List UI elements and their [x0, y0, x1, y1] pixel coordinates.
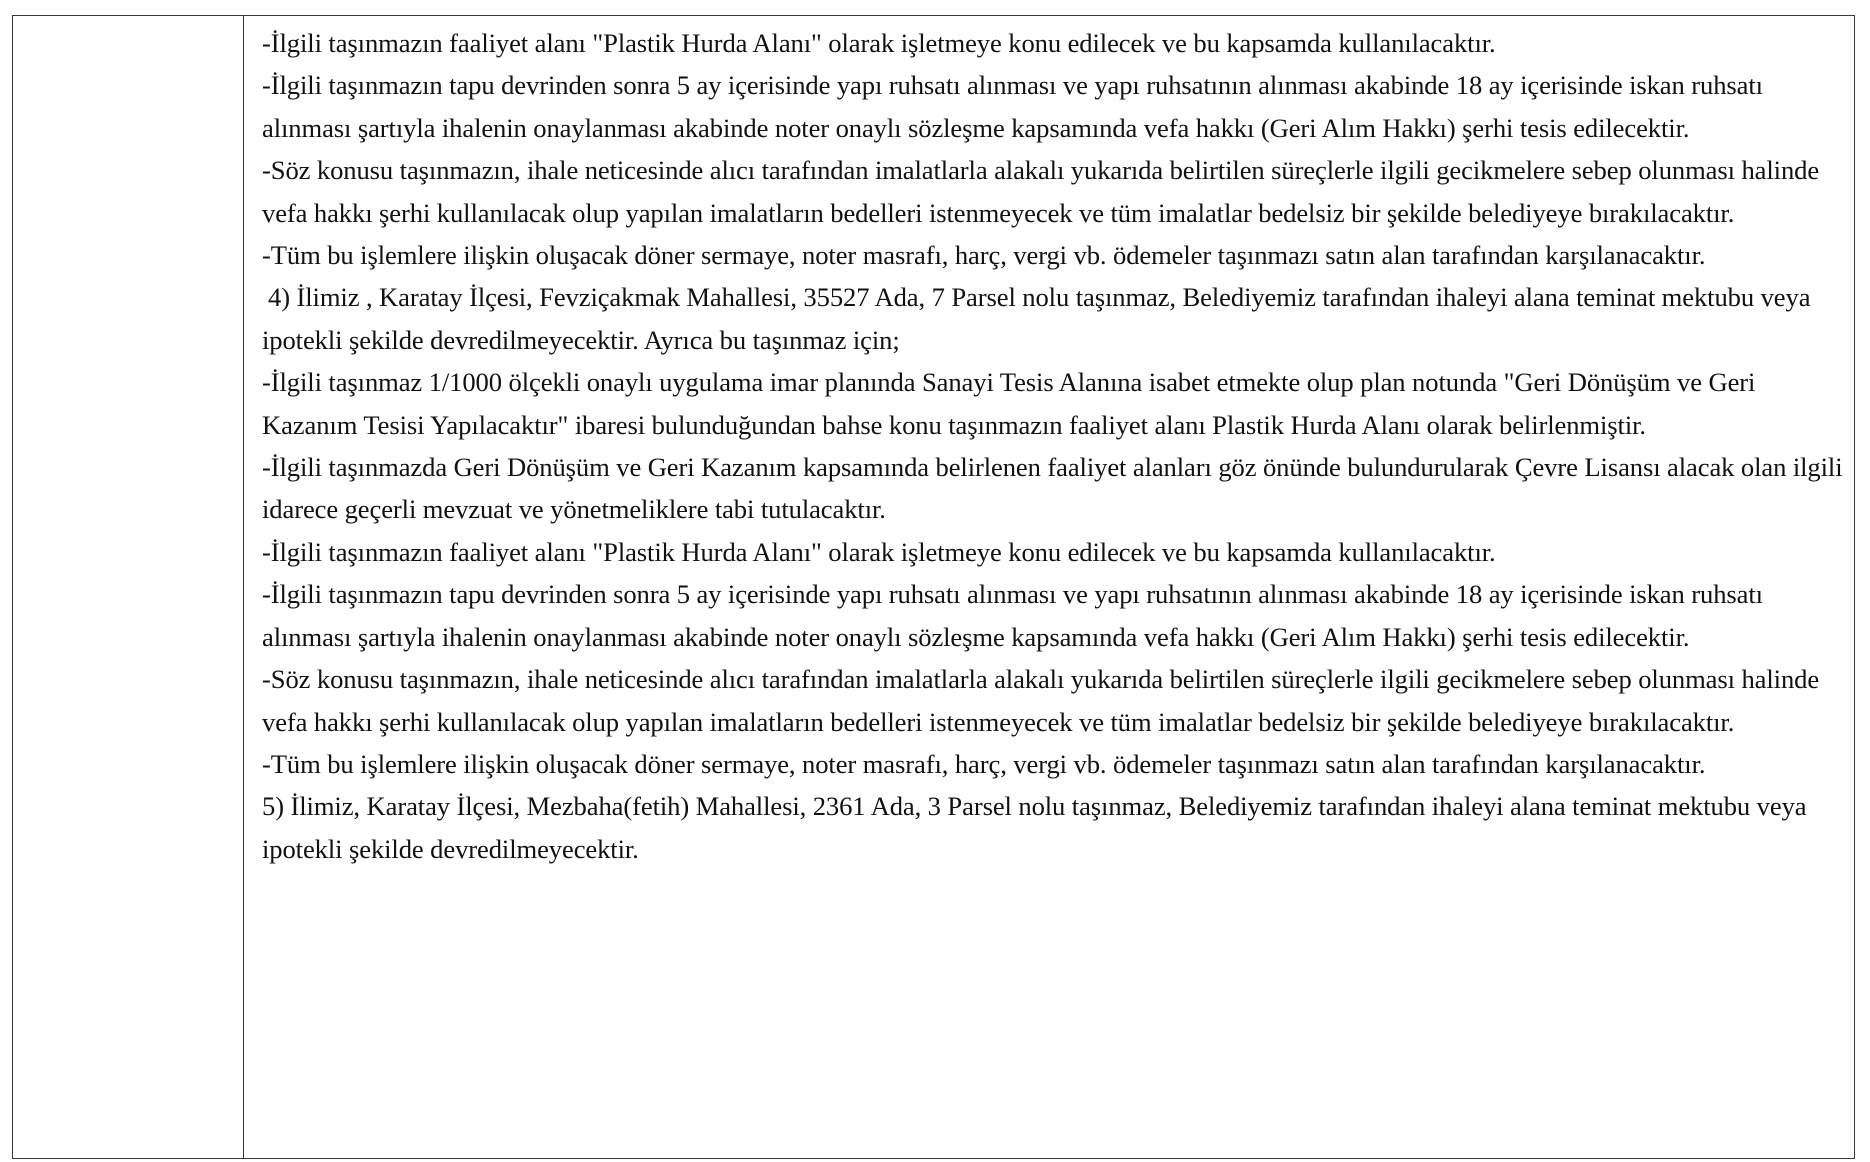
paragraph-zoning-plan: -İlgili taşınmaz 1/1000 ölçekli onaylı uygulama imar planında Sanayi Tesis Alanına isabet etmekte olup plan notunda "Geri Dönüşüm ve Geri Kazanım Tesisi Yapılacaktır" ibaresi bulunduğundan bahse konu taşınmazın faaliyet alanı Plastik Hurda Alanı olarak belirlenmiştir.	[262, 367, 1756, 440]
paragraph-item-5: 5) İlimiz, Karatay İlçesi, Mezbaha(fetih) Mahallesi, 2361 Ada, 3 Parsel nolu taşınmaz, Belediyemiz tarafından ihaleyi alana teminat mektubu veya ipotekli şekilde devredilmeyecektir.	[262, 791, 1807, 864]
paragraph-building-permit-2: -İlgili taşınmazın tapu devrinden sonra 5 ay içerisinde yapı ruhsatı alınması ve yapı ruhsatının alınması akabinde 18 ay içerisinde iskan ruhsatı alınması şartıyla ihalenin onaylanması akabinde noter onaylı sözleşme kapsamında vefa hakkı (Geri Alım Hakkı) şerhi tesis edilecektir.	[262, 579, 1763, 652]
paragraph-environment-license: -İlgili taşınmazda Geri Dönüşüm ve Geri Kazanım kapsamında belirlenen faaliyet alanları göz önünde bulundurularak Çevre Lisansı alacak olan ilgili idarece geçerli mevzuat ve yönetmeliklere tabi tutulacaktır.	[262, 452, 1843, 525]
content-body	[244, 16, 1854, 870]
content-cell	[244, 16, 1855, 1159]
paragraph-activity-area: -İlgili taşınmazın faaliyet alanı "Plastik Hurda Alanı" olarak işletmeye konu edilecek ve bu kapsamda kullanılacaktır.	[262, 28, 1496, 58]
paragraph-activity-area-2: -İlgili taşınmazın faaliyet alanı "Plastik Hurda Alanı" olarak işletmeye konu edilecek ve bu kapsamda kullanılacaktır.	[262, 536, 1496, 567]
paragraph-item-4: 4) İlimiz , Karatay İlçesi, Fevziçakmak Mahallesi, 35527 Ada, 7 Parsel nolu taşınmaz, Belediyemiz tarafından ihaleyi alana teminat mektubu veya ipotekli şekilde devredilmeyecektir. Ayrıca bu taşınmaz için;	[262, 282, 1811, 355]
left-cell	[13, 16, 244, 1159]
paragraph-building-permit: -İlgili taşınmazın tapu devrinden sonra 5 ay içerisinde yapı ruhsatı alınması ve yapı ruhsatının alınması akabinde 18 ay içerisinde iskan ruhsatı alınması şartıyla ihalenin onaylanması akabinde noter onaylı sözleşme kapsamında vefa hakkı (Geri Alım Hakkı) şerhi tesis edilecektir.	[262, 70, 1763, 143]
paragraph-delay-clause-2: -Söz konusu taşınmazın, ihale neticesinde alıcı tarafından imalatlarla alakalı yukarıda belirtilen süreçlerle ilgili gecikmelere sebep olunması halinde vefa hakkı şerhi kullanılacak olup yapılan imalatların bedelleri istenmeyecek ve tüm imalatlar bedelsiz bir şekilde belediyeye bırakılacaktır.	[262, 664, 1820, 737]
document-table	[12, 15, 1855, 1159]
paragraph-fees-2: -Tüm bu işlemlere ilişkin oluşacak döner sermaye, noter masrafı, harç, vergi vb. ödemeler taşınmazı satın alan tarafından karşılanacaktır.	[262, 748, 1706, 779]
table-row	[13, 16, 1855, 1159]
paragraph-fees: -Tüm bu işlemlere ilişkin oluşacak döner sermaye, noter masrafı, harç, vergi vb. ödemeler taşınmazı satın alan tarafından karşılanacaktır.	[262, 240, 1706, 271]
paragraph-delay-clause: -Söz konusu taşınmazın, ihale neticesinde alıcı tarafından imalatlarla alakalı yukarıda belirtilen süreçlerle ilgili gecikmelere sebep olunması halinde vefa hakkı şerhi kullanılacak olup yapılan imalatların bedelleri istenmeyecek ve tüm imalatlar bedelsiz bir şekilde belediyeye bırakılacaktır.	[262, 155, 1820, 228]
